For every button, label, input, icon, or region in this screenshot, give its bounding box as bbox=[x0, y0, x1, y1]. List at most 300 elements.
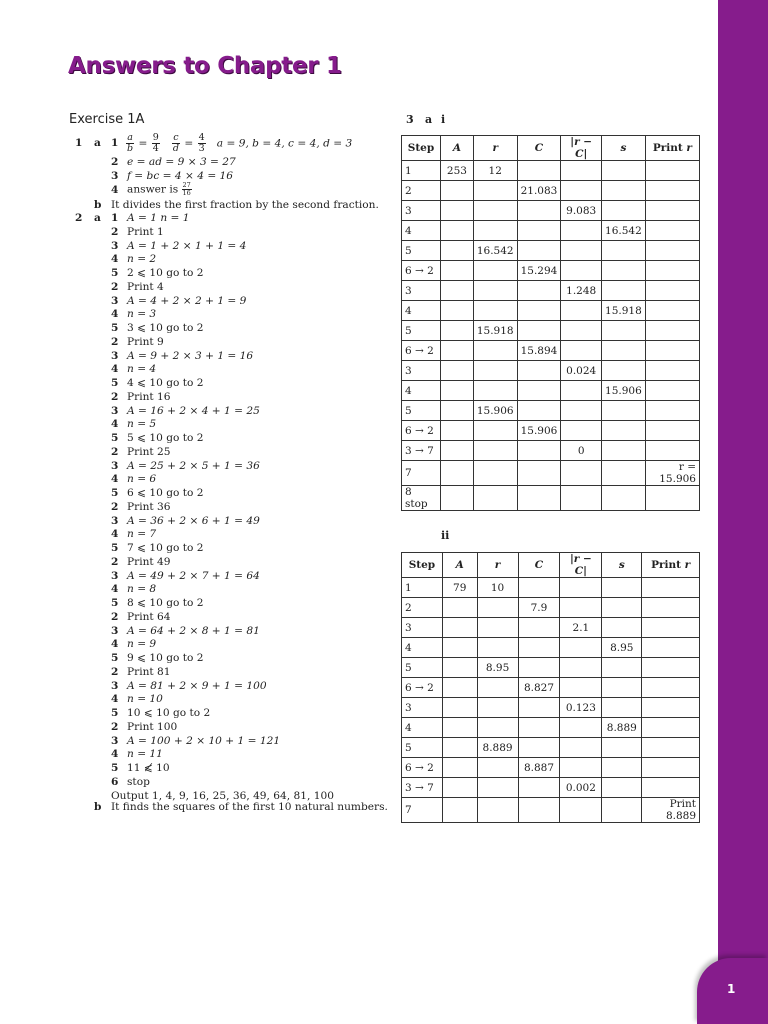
table-cell bbox=[560, 718, 602, 738]
fraction-denominator: 4 bbox=[152, 143, 159, 154]
table-cell: 6 → 2 bbox=[402, 678, 443, 698]
table-row bbox=[402, 461, 700, 486]
step-number: 5 bbox=[111, 652, 119, 664]
table-cell bbox=[517, 441, 561, 461]
table-cell bbox=[518, 798, 560, 823]
table-cell: 253 bbox=[440, 161, 473, 181]
column-header: C bbox=[517, 136, 561, 161]
table-cell bbox=[602, 698, 642, 718]
fraction bbox=[172, 133, 180, 154]
part-label: a bbox=[425, 113, 433, 126]
table-cell: 15.894 bbox=[517, 341, 561, 361]
step-text: n = 11 bbox=[127, 748, 163, 761]
table-cell bbox=[561, 461, 602, 486]
table-cell bbox=[518, 718, 560, 738]
table-cell: 4 bbox=[402, 638, 443, 658]
table-cell bbox=[518, 658, 560, 678]
step-number: 4 bbox=[111, 528, 119, 541]
column-header: r bbox=[473, 136, 517, 161]
table-cell bbox=[477, 598, 518, 618]
step-text: 8 ⩽ 10 go to 2 bbox=[127, 597, 204, 609]
table-cell bbox=[440, 381, 473, 401]
table-row bbox=[402, 638, 700, 658]
table-row bbox=[402, 381, 700, 401]
table-row bbox=[402, 578, 700, 598]
step-text: A = 64 + 2 × 8 + 1 = 81 bbox=[127, 624, 260, 637]
fraction-line bbox=[125, 133, 352, 154]
table-cell: 0.002 bbox=[560, 778, 602, 798]
table-row bbox=[402, 181, 700, 201]
step-number: 3 bbox=[111, 404, 119, 417]
step-text: f = bc = 4 × 4 = 16 bbox=[127, 170, 234, 182]
table-cell bbox=[561, 181, 602, 201]
fraction-numerator: 4 bbox=[198, 132, 205, 143]
table-cell: 0.024 bbox=[561, 361, 602, 381]
table-cell: 21.083 bbox=[517, 181, 561, 201]
table-cell bbox=[602, 161, 646, 181]
table-cell bbox=[517, 301, 561, 321]
table-cell bbox=[602, 361, 646, 381]
exercise-heading: Exercise 1A bbox=[69, 112, 145, 127]
table-cell bbox=[517, 401, 561, 421]
table-row bbox=[402, 361, 700, 381]
column-header: |r − C| bbox=[560, 553, 602, 578]
table-cell: 7 bbox=[402, 798, 443, 823]
table-cell: r = 15.906 bbox=[645, 461, 699, 486]
table-cell bbox=[602, 578, 642, 598]
step-number: 4 bbox=[111, 308, 119, 321]
step-number: 2 bbox=[111, 500, 119, 513]
table-cell bbox=[442, 698, 477, 718]
table-row bbox=[402, 678, 700, 698]
step-text: Print 81 bbox=[127, 665, 171, 678]
table-cell bbox=[473, 421, 517, 441]
table-cell: 6 → 2 bbox=[402, 261, 441, 281]
step-number: 5 bbox=[111, 707, 119, 719]
table-cell: 3 bbox=[402, 281, 441, 301]
table-cell bbox=[477, 778, 518, 798]
step-number: 4 bbox=[111, 363, 119, 376]
trace-table-ii bbox=[401, 552, 700, 823]
table-row bbox=[402, 261, 700, 281]
step-text: Print 9 bbox=[127, 335, 164, 348]
table-cell bbox=[518, 738, 560, 758]
table-cell bbox=[645, 221, 699, 241]
step-text: A = 9 + 2 × 3 + 1 = 16 bbox=[127, 349, 254, 362]
step-number: 4 bbox=[111, 583, 119, 596]
table-cell: 8.889 bbox=[477, 738, 518, 758]
table-cell bbox=[561, 321, 602, 341]
table-cell bbox=[560, 638, 602, 658]
table-cell bbox=[517, 201, 561, 221]
table-cell bbox=[440, 361, 473, 381]
table-cell bbox=[442, 658, 477, 678]
step-number: 3 bbox=[111, 679, 119, 692]
table-cell bbox=[645, 261, 699, 281]
table-row bbox=[402, 618, 700, 638]
table-cell bbox=[442, 718, 477, 738]
step-text: Print 1 bbox=[127, 225, 164, 238]
table-cell bbox=[442, 678, 477, 698]
step-number: 2 bbox=[111, 280, 119, 293]
table-cell: 15.918 bbox=[473, 321, 517, 341]
table-cell bbox=[517, 221, 561, 241]
table-cell bbox=[561, 261, 602, 281]
table-cell: 6 → 2 bbox=[402, 758, 443, 778]
table-cell: 6 → 2 bbox=[402, 421, 441, 441]
table-cell bbox=[477, 678, 518, 698]
table-cell bbox=[602, 778, 642, 798]
table-cell bbox=[477, 698, 518, 718]
table-cell bbox=[518, 638, 560, 658]
table-cell bbox=[517, 486, 561, 511]
step-number: 3 bbox=[111, 734, 119, 747]
page-number: 1 bbox=[727, 982, 736, 996]
step-text: 6 ⩽ 10 go to 2 bbox=[127, 487, 204, 499]
question-number: 1 bbox=[75, 137, 83, 149]
step-text: 2 ⩽ 10 go to 2 bbox=[127, 267, 204, 279]
table-cell bbox=[477, 758, 518, 778]
table-cell bbox=[440, 421, 473, 441]
table-cell bbox=[442, 618, 477, 638]
table-cell: 0 bbox=[561, 441, 602, 461]
part-label: a bbox=[94, 137, 101, 149]
page-title: Answers to Chapter 1 bbox=[68, 53, 342, 79]
table-cell: 5 bbox=[402, 321, 441, 341]
table-row bbox=[402, 441, 700, 461]
step-text: A = 49 + 2 × 7 + 1 = 64 bbox=[127, 569, 260, 582]
table-cell: 0.123 bbox=[560, 698, 602, 718]
fraction bbox=[126, 133, 134, 154]
step-text: n = 5 bbox=[127, 418, 157, 431]
table-cell bbox=[642, 738, 700, 758]
step-number: 3 bbox=[111, 624, 119, 637]
answer-label: answer is bbox=[127, 183, 179, 196]
step-number: 5 bbox=[111, 432, 119, 444]
step-text: Print 49 bbox=[127, 555, 171, 568]
table-cell bbox=[560, 738, 602, 758]
table-cell: 4 bbox=[402, 221, 441, 241]
column-header: A bbox=[440, 136, 473, 161]
table-cell bbox=[642, 658, 700, 678]
step-text: n = 6 bbox=[127, 473, 157, 486]
table-cell: 5 bbox=[402, 241, 441, 261]
step-text: n = 4 bbox=[127, 363, 157, 376]
table-cell bbox=[442, 598, 477, 618]
table-cell: 5 bbox=[402, 738, 443, 758]
table-cell bbox=[442, 758, 477, 778]
table-row bbox=[402, 161, 700, 181]
table-cell: 4 bbox=[402, 718, 443, 738]
table-cell: 8 stop bbox=[402, 486, 441, 511]
table-cell bbox=[440, 241, 473, 261]
fraction-denominator: b bbox=[127, 143, 134, 154]
step-text: n = 9 bbox=[127, 638, 157, 651]
step-number: 2 bbox=[111, 665, 119, 678]
table-row bbox=[402, 486, 700, 511]
part-label: a bbox=[94, 212, 101, 224]
table-cell bbox=[602, 738, 642, 758]
part-label: b bbox=[94, 801, 102, 813]
equals-sign: = bbox=[138, 137, 148, 150]
step-number: 4 bbox=[111, 748, 119, 761]
table-row bbox=[402, 281, 700, 301]
step-text: e = ad = 9 × 3 = 27 bbox=[127, 156, 236, 168]
table-cell bbox=[602, 461, 646, 486]
table-cell bbox=[642, 778, 700, 798]
table-row bbox=[402, 698, 700, 718]
table-cell bbox=[561, 241, 602, 261]
table-row bbox=[402, 341, 700, 361]
table-cell bbox=[642, 678, 700, 698]
fraction bbox=[152, 133, 160, 154]
step-number: 4 bbox=[111, 473, 119, 486]
table-cell bbox=[440, 261, 473, 281]
step-text: A = 100 + 2 × 10 + 1 = 121 bbox=[127, 734, 281, 747]
table-row bbox=[402, 778, 700, 798]
step-text: A = 4 + 2 × 2 + 1 = 9 bbox=[127, 294, 247, 307]
table-cell: 9.083 bbox=[561, 201, 602, 221]
table-cell bbox=[561, 421, 602, 441]
fraction-denominator: 3 bbox=[198, 143, 205, 154]
table-cell bbox=[645, 301, 699, 321]
step-text: n = 8 bbox=[127, 583, 157, 596]
table-cell bbox=[518, 618, 560, 638]
step-text: n = 2 bbox=[127, 253, 157, 266]
table-cell: 7 bbox=[402, 461, 441, 486]
table-cell bbox=[602, 798, 642, 823]
step-text: 5 ⩽ 10 go to 2 bbox=[127, 432, 204, 444]
step-number: 6 bbox=[111, 775, 119, 788]
table-cell bbox=[561, 401, 602, 421]
step-number: 5 bbox=[111, 542, 119, 554]
table-cell bbox=[602, 401, 646, 421]
table-cell bbox=[602, 658, 642, 678]
table-cell: 15.906 bbox=[517, 421, 561, 441]
table-cell bbox=[440, 201, 473, 221]
part-b-text: It finds the squares of the first 10 natural numbers. bbox=[111, 801, 388, 813]
step-number: 1 bbox=[111, 137, 119, 149]
table-cell: 3 bbox=[402, 618, 443, 638]
step-number: 1 bbox=[111, 212, 119, 224]
step-text: 3 ⩽ 10 go to 2 bbox=[127, 322, 204, 334]
table-cell bbox=[473, 181, 517, 201]
fraction-numerator: a bbox=[127, 132, 133, 143]
subpart-label: i bbox=[441, 113, 446, 126]
table-cell: 3 bbox=[402, 201, 441, 221]
table-cell bbox=[442, 738, 477, 758]
column-header: A bbox=[442, 553, 477, 578]
step-text: 10 ⩽ 10 go to 2 bbox=[127, 707, 211, 719]
table-cell bbox=[440, 281, 473, 301]
table-cell bbox=[645, 181, 699, 201]
table-cell bbox=[561, 221, 602, 241]
table-row bbox=[402, 758, 700, 778]
table-cell: 79 bbox=[442, 578, 477, 598]
table-cell bbox=[473, 361, 517, 381]
table-cell bbox=[642, 698, 700, 718]
table-cell bbox=[602, 261, 646, 281]
question-number: 2 bbox=[75, 212, 83, 224]
step-text: A = 1 + 2 × 1 + 1 = 4 bbox=[127, 239, 247, 252]
table-cell bbox=[517, 241, 561, 261]
table-cell bbox=[602, 618, 642, 638]
table-cell bbox=[602, 241, 646, 261]
part-b-text: It divides the first fraction by the second fraction. bbox=[111, 199, 379, 211]
table-cell bbox=[473, 461, 517, 486]
table-cell bbox=[473, 281, 517, 301]
step-text: A = 36 + 2 × 6 + 1 = 49 bbox=[127, 514, 260, 527]
table-cell: 10 bbox=[477, 578, 518, 598]
table-row bbox=[402, 201, 700, 221]
table-row bbox=[402, 401, 700, 421]
variable-values: a = 9, b = 4, c = 4, d = 3 bbox=[216, 137, 353, 150]
table-cell bbox=[517, 381, 561, 401]
table-cell bbox=[477, 798, 518, 823]
table-cell bbox=[602, 321, 646, 341]
table-cell bbox=[517, 361, 561, 381]
table-cell bbox=[517, 161, 561, 181]
step-text: A = 16 + 2 × 4 + 1 = 25 bbox=[127, 404, 260, 417]
step-text: A = 81 + 2 × 9 + 1 = 100 bbox=[127, 679, 267, 692]
step-number: 3 bbox=[111, 349, 119, 362]
table-cell: 8.827 bbox=[518, 678, 560, 698]
table-cell: 12 bbox=[473, 161, 517, 181]
table-cell bbox=[645, 161, 699, 181]
step-number: 3 bbox=[111, 294, 119, 307]
table-cell bbox=[440, 486, 473, 511]
table-row bbox=[402, 738, 700, 758]
table-cell bbox=[473, 486, 517, 511]
step-text: 4 ⩽ 10 go to 2 bbox=[127, 377, 204, 389]
table-cell: 7.9 bbox=[518, 598, 560, 618]
table-cell: 8.95 bbox=[477, 658, 518, 678]
table-row bbox=[402, 798, 700, 823]
table-cell bbox=[602, 441, 646, 461]
table-cell: 16.542 bbox=[473, 241, 517, 261]
table-cell bbox=[645, 401, 699, 421]
step-number: 4 bbox=[111, 184, 119, 196]
fraction bbox=[198, 133, 206, 154]
step-number: 3 bbox=[111, 170, 119, 182]
table-row bbox=[402, 301, 700, 321]
table-cell bbox=[517, 461, 561, 486]
table-cell bbox=[560, 678, 602, 698]
table-cell bbox=[477, 618, 518, 638]
table-cell bbox=[473, 301, 517, 321]
step-text: 11 ⩽̸ 10 bbox=[127, 762, 170, 774]
table-row bbox=[402, 421, 700, 441]
table-header-row bbox=[402, 553, 700, 578]
table-cell bbox=[560, 758, 602, 778]
table-cell bbox=[602, 758, 642, 778]
table-cell bbox=[473, 341, 517, 361]
table-cell bbox=[602, 281, 646, 301]
table-cell bbox=[645, 321, 699, 341]
table-cell bbox=[560, 578, 602, 598]
table-cell: 5 bbox=[402, 401, 441, 421]
fraction-numerator: 27 bbox=[182, 181, 191, 189]
table-cell: 8.887 bbox=[518, 758, 560, 778]
table-cell bbox=[645, 421, 699, 441]
column-header: r bbox=[477, 553, 518, 578]
step-number: 2 bbox=[111, 335, 119, 348]
table-cell: 15.294 bbox=[517, 261, 561, 281]
table-cell bbox=[602, 201, 646, 221]
table-cell bbox=[440, 181, 473, 201]
table-cell: 1 bbox=[402, 578, 443, 598]
column-header: Step bbox=[402, 136, 441, 161]
table-cell bbox=[561, 381, 602, 401]
table-cell bbox=[477, 638, 518, 658]
table-cell bbox=[473, 381, 517, 401]
fraction-numerator: 9 bbox=[152, 132, 159, 143]
step-text: n = 10 bbox=[127, 693, 163, 706]
table-cell bbox=[440, 321, 473, 341]
step-number: 3 bbox=[111, 569, 119, 582]
table-cell: 4 bbox=[402, 381, 441, 401]
step-text: A = 1 n = 1 bbox=[127, 212, 190, 224]
table-cell bbox=[645, 241, 699, 261]
step-text: stop bbox=[127, 775, 150, 788]
step-text: Output 1, 4, 9, 16, 25, 36, 49, 64, 81, 100 bbox=[111, 789, 334, 802]
table-cell bbox=[642, 718, 700, 738]
step-text: n = 3 bbox=[127, 308, 157, 321]
table-cell bbox=[561, 341, 602, 361]
step-number: 3 bbox=[111, 239, 119, 252]
table-cell bbox=[645, 341, 699, 361]
step-text: Print 16 bbox=[127, 390, 171, 403]
column-header: C bbox=[518, 553, 560, 578]
table-cell bbox=[602, 678, 642, 698]
table-cell bbox=[645, 361, 699, 381]
subpart-label: ii bbox=[441, 529, 450, 542]
table-cell bbox=[602, 421, 646, 441]
step-text: Print 36 bbox=[127, 500, 171, 513]
table-cell bbox=[642, 578, 700, 598]
table-cell bbox=[517, 281, 561, 301]
table-cell bbox=[473, 201, 517, 221]
step-number: 5 bbox=[111, 487, 119, 499]
table-cell bbox=[560, 598, 602, 618]
table-cell bbox=[602, 181, 646, 201]
fraction-denominator: 16 bbox=[182, 189, 191, 197]
table-cell bbox=[645, 281, 699, 301]
step-number: 4 bbox=[111, 693, 119, 706]
step-text: 9 ⩽ 10 go to 2 bbox=[127, 652, 204, 664]
step-number: 2 bbox=[111, 445, 119, 458]
table-row bbox=[402, 241, 700, 261]
table-cell bbox=[561, 486, 602, 511]
step-number: 3 bbox=[111, 459, 119, 472]
part-label: b bbox=[94, 199, 102, 211]
step-number: 2 bbox=[111, 610, 119, 623]
step-number: 4 bbox=[111, 638, 119, 651]
table-cell bbox=[560, 658, 602, 678]
table-cell bbox=[645, 486, 699, 511]
side-color-band bbox=[718, 0, 768, 1024]
fraction-numerator: c bbox=[173, 132, 179, 143]
step-number: 2 bbox=[111, 225, 119, 238]
table-cell: 2 bbox=[402, 181, 441, 201]
step-number: 5 bbox=[111, 762, 119, 774]
fraction-denominator: d bbox=[172, 143, 179, 154]
table-cell bbox=[440, 341, 473, 361]
table-cell bbox=[642, 598, 700, 618]
table-cell bbox=[440, 221, 473, 241]
table-cell bbox=[442, 798, 477, 823]
table-cell: 1.248 bbox=[561, 281, 602, 301]
